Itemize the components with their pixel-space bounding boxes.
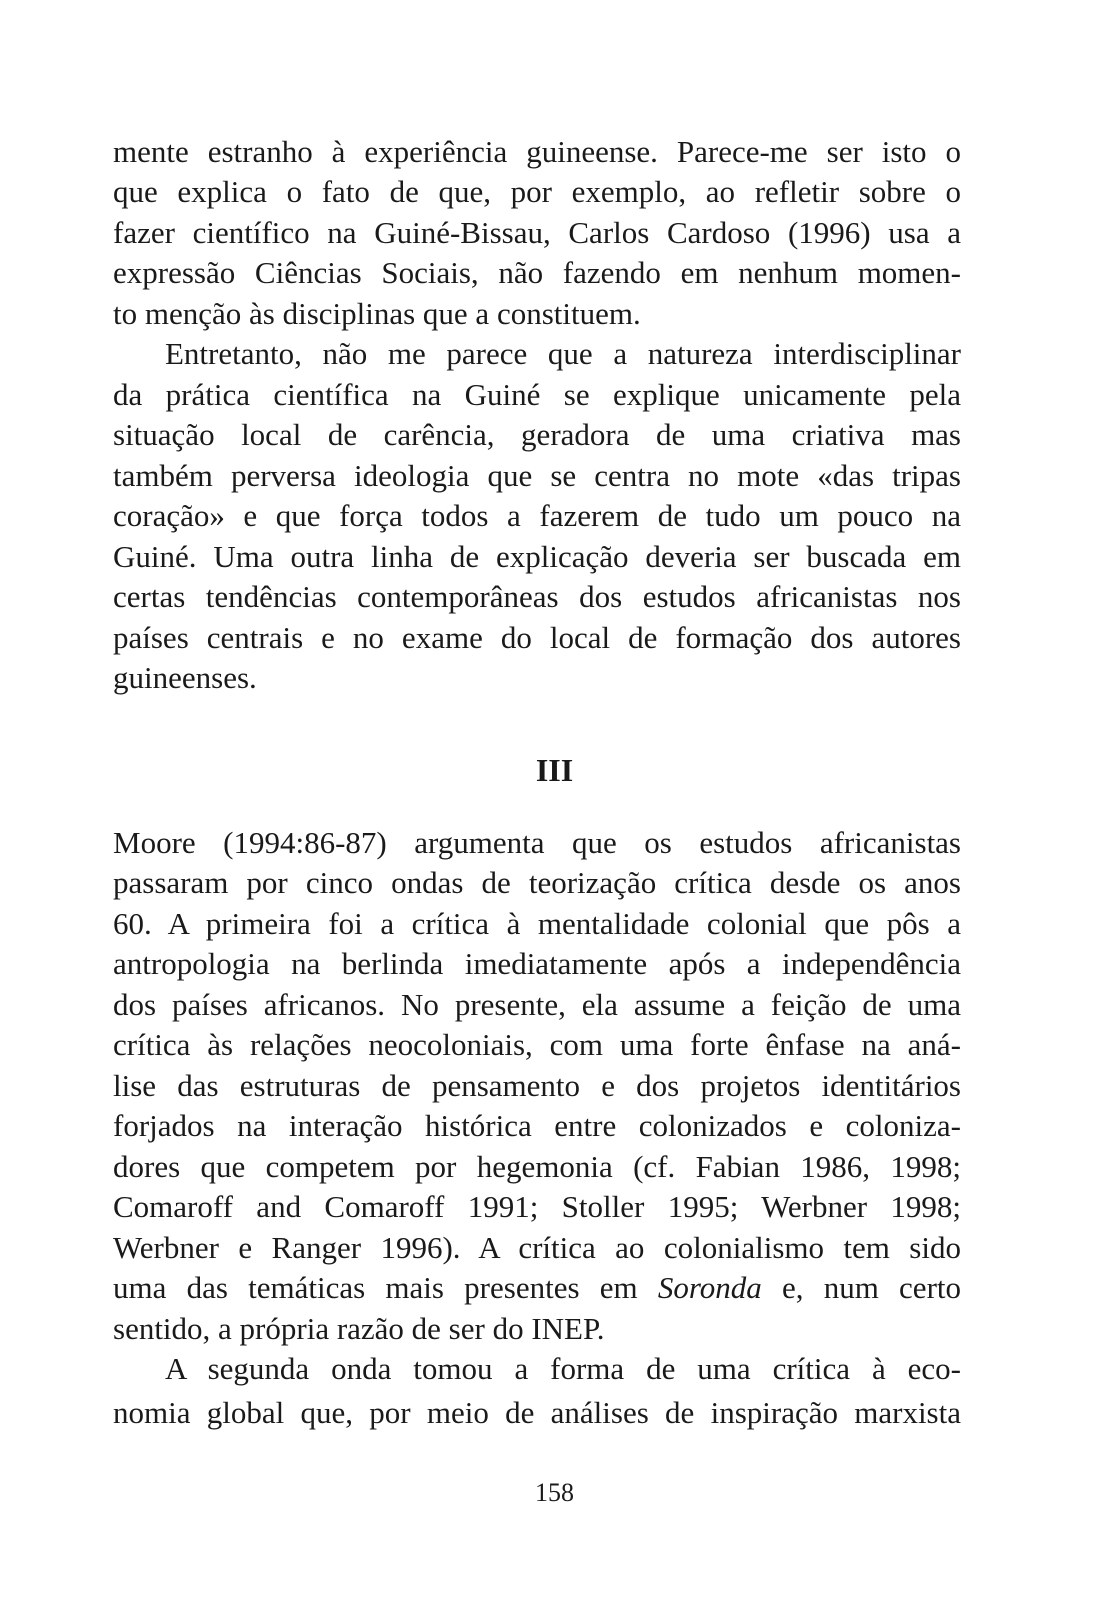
text-line: coração» e que força todos a fazerem de tudo um pouco na (113, 498, 961, 533)
text-run: e, num certo (761, 1270, 962, 1305)
text-line: Comaroff and Comaroff 1991; Stoller 1995; Werbner 1998; (113, 1189, 961, 1224)
text-line: Moore (1994:86-87) argumenta que os estudos africanistas (113, 825, 961, 860)
text-line: da prática científica na Guiné se explique unicamente pela (113, 377, 961, 412)
text-line: crítica às relações neocoloniais, com uma forte ênfase na aná- (113, 1027, 961, 1062)
text-line: Guiné. Uma outra linha de explicação deveria ser buscada em (113, 539, 961, 574)
text-line: mente estranho à experiência guineense. Parece-me ser isto o (113, 134, 961, 169)
text-line: to menção às disciplinas que a constituem. (113, 296, 641, 331)
text-line: dores que competem por hegemonia (cf. Fabian 1986, 1998; (113, 1149, 961, 1184)
text-line: fazer científico na Guiné-Bissau, Carlos Cardoso (1996) usa a (113, 215, 961, 250)
text-line (113, 1268, 961, 1308)
text-run: uma das temáticas mais presentes em (113, 1270, 658, 1305)
journal-title: Soronda (657, 1270, 762, 1305)
page-number: 158 (535, 1478, 574, 1507)
text-line: passaram por cinco ondas de teorização crítica desde os anos (113, 865, 961, 900)
text-line: certas tendências contemporâneas dos estudos africanistas nos (113, 579, 961, 614)
text-line: que explica o fato de que, por exemplo, ao refletir sobre o (113, 174, 961, 209)
text-line: forjados na interação histórica entre colonizados e coloniza- (113, 1108, 961, 1143)
text-line: sentido, a própria razão de ser do INEP. (113, 1311, 605, 1346)
section-heading: III (535, 752, 574, 788)
text-line: Werbner e Ranger 1996). A crítica ao colonialismo tem sido (113, 1230, 961, 1265)
text-line: lise das estruturas de pensamento e dos projetos identitários (113, 1068, 961, 1103)
text-line: dos países africanos. No presente, ela assume a feição de uma (113, 987, 961, 1022)
text-line: países centrais e no exame do local de formação dos autores (113, 620, 961, 655)
text-line: também perversa ideologia que se centra no mote «das tripas (113, 458, 961, 493)
text-line: expressão Ciências Sociais, não fazendo em nenhum momen- (113, 255, 961, 290)
text-line: guineenses. (113, 660, 257, 695)
text-line: 60. A primeira foi a crítica à mentalidade colonial que pôs a (113, 906, 961, 941)
text-line: situação local de carência, geradora de uma criativa mas (113, 417, 961, 452)
text-line: A segunda onda tomou a forma de uma crítica à eco- (165, 1351, 961, 1386)
text-line: Entretanto, não me parece que a natureza interdisciplinar (165, 336, 961, 371)
text-line: nomia global que, por meio de análises de inspiração marxista (113, 1395, 961, 1430)
text-line: antropologia na berlinda imediatamente após a independência (113, 946, 961, 981)
